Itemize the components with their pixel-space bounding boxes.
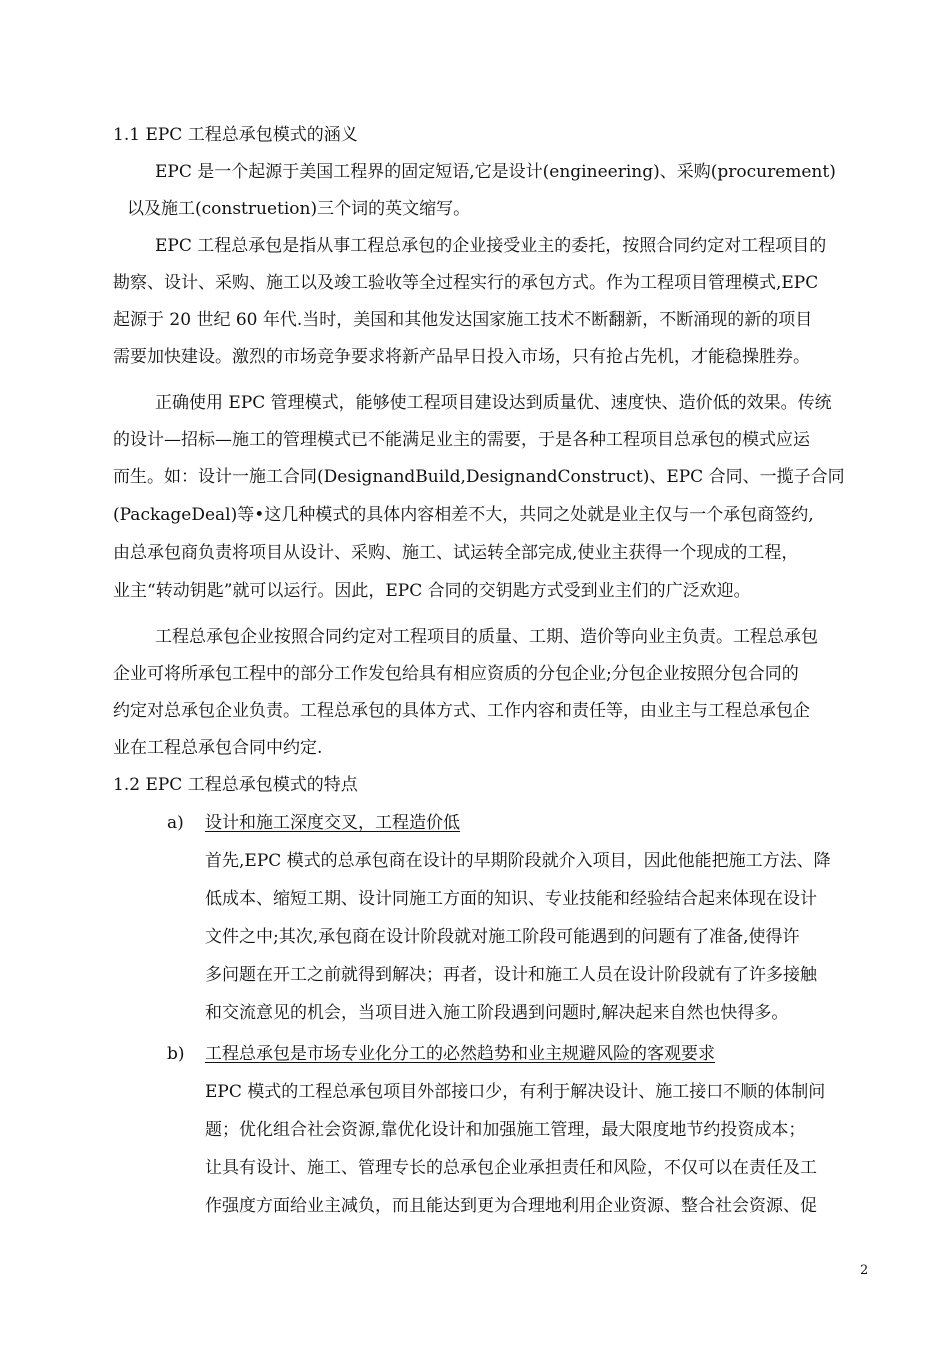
paragraph-line: 以及施工(construetion)三个词的英文缩写。 [127,199,471,219]
paragraph-line: EPC 工程总承包是指从事工程总承包的企业接受业主的委托，按照合同约定对工程项目的 [155,236,827,256]
section-heading-1-2: 1.2 EPC 工程总承包模式的特点 [113,775,358,795]
paragraph-line: 正确使用 EPC 管理模式，能够使工程项目建设达到质量优、速度快、造价低的效果。传统 [155,393,832,413]
list-item-title-a: 设计和施工深度交叉，工程造价低 [205,813,460,833]
paragraph-line: 企业可将所承包工程中的部分工作发包给具有相应资质的分包企业;分包企业按照分包合同的 [113,664,799,684]
paragraph-line: 需要加快建设。激烈的市场竞争要求将新产品早日投入市场，只有抢占先机，才能稳操胜券。 [113,347,810,367]
list-item-line: 和交流意见的机会，当项目进入施工阶段遇到问题时,解决起来自然也快得多。 [205,1003,789,1023]
paragraph-line: (PackageDeal)等•这几种模式的具体内容相差不大，共同之处就是业主仅与一个承包商签约, [113,505,814,525]
paragraph-line: 起源于 20 世纪 60 年代.当时，美国和其他发达国家施工技术不断翻新，不断涌现的新的项目 [113,310,813,330]
list-marker-b: b) [167,1044,185,1064]
list-item-line: 低成本、缩短工期、设计同施工方面的知识、专业技能和经验结合起来体现在设计 [205,889,817,909]
paragraph-line: 工程总承包企业按照合同约定对工程项目的质量、工期、造价等向业主负责。工程总承包 [155,627,818,647]
list-item-line: EPC 模式的工程总承包项目外部接口少，有利于解决设计、施工接口不顺的体制问 [205,1082,826,1102]
list-marker-a: a) [167,813,184,833]
paragraph-line: 而生。如：设计一施工合同(DesignandBuild,DesignandConstruct)、EPC 合同、一揽子合同 [113,467,845,487]
paragraph-line: 业主“转动钥匙”就可以运行。因此，EPC 合同的交钥匙方式受到业主们的广泛欢迎。 [113,581,751,601]
list-item-line: 作强度方面给业主减负，而且能达到更为合理地利用企业资源、整合社会资源、促 [205,1196,817,1216]
list-item-line: 题；优化组合社会资源,靠优化设计和加强施工管理，最大限度地节约投资成本； [205,1120,806,1140]
page-number: 2 [860,1263,869,1278]
paragraph-line: 约定对总承包企业负责。工程总承包的具体方式、工作内容和责任等，由业主与工程总承包企 [113,701,810,721]
list-item-line: 多问题在开工之前就得到解决；再者，设计和施工人员在设计阶段就有了许多接触 [205,965,817,985]
paragraph-line: 的设计—招标—施工的管理模式已不能满足业主的需要，于是各种工程项目总承包的模式应运 [113,430,810,450]
paragraph-line: 由总承包商负责将项目从设计、采购、施工、试运转全部完成,使业主获得一个现成的工程， [113,543,799,563]
paragraph-line: 勘察、设计、采购、施工以及竣工验收等全过程实行的承包方式。作为工程项目管理模式,EPC [113,273,819,293]
paragraph-line: EPC 是一个起源于美国工程界的固定短语,它是设计(engineering)、采购(procurement) [155,162,836,182]
section-heading-1-1: 1.1 EPC 工程总承包模式的涵义 [113,125,358,145]
list-item-line: 文件之中;其次,承包商在设计阶段就对施工阶段可能遇到的问题有了准备,使得许 [205,927,800,947]
paragraph-line: 业在工程总承包合同中约定. [113,738,323,758]
list-item-line: 首先,EPC 模式的总承包商在设计的早期阶段就介入项目，因此他能把施工方法、降 [205,851,831,871]
list-item-title-b: 工程总承包是市场专业化分工的必然趋势和业主规避风险的客观要求 [205,1044,715,1064]
list-item-line: 让具有设计、施工、管理专长的总承包企业承担责任和风险，不仅可以在责任及工 [205,1158,817,1178]
